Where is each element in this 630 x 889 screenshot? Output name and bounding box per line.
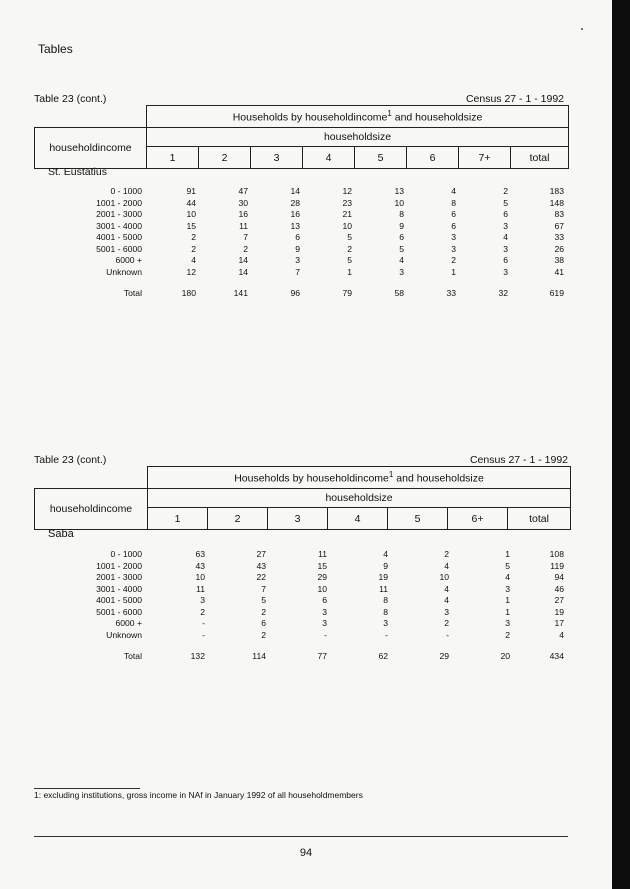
footnote-divider [34,788,140,789]
footnote-ref: 1 [388,470,394,480]
table-cell: 3 [505,618,510,628]
table-cell: 21 [342,209,352,219]
island-name: Saba [48,528,74,540]
cell-pad [564,630,568,642]
table-cell: 41 [554,266,564,277]
table-row [34,232,568,244]
table-cell: 3 [503,220,508,231]
table-cell: 19 [378,572,388,582]
table-cell: 4 [505,572,510,582]
table-cell: 38 [554,255,564,265]
table-row [34,572,568,584]
row-label: Unknown [106,629,142,640]
cell-pad [564,209,568,221]
row-label: 0 - 1000 [110,186,142,196]
table-cell: 7 [295,266,300,277]
table-cell: 33 [446,288,456,299]
table-cell: 12 [186,266,196,277]
header-spacer [35,106,147,128]
table-cell: 9 [295,243,300,254]
table-cell: 30 [238,197,248,208]
table-cell: 29 [439,651,449,662]
scan-speck [581,28,583,30]
table-row [34,607,568,619]
table-cell: 2 [191,232,196,242]
table-cell: 7 [243,232,248,242]
table-cell: 19 [554,606,564,617]
row-label: 3001 - 4000 [96,583,142,594]
table-cell: 94 [554,572,564,582]
footnote-ref: 1 [387,109,392,119]
column-header: 5 [355,147,407,169]
table-cell: 15 [186,220,196,231]
column-header: total [508,508,571,530]
table-cell: 2 [505,629,510,640]
table-cell: 2 [503,186,508,196]
table-cell: 183 [549,186,564,196]
table-cell: 6 [322,595,327,605]
table-cell: 17 [554,618,564,628]
row-label: Unknown [106,266,142,277]
cell-pad [564,572,568,584]
table-cell: 5 [261,595,266,605]
table-cell: 47 [238,186,248,196]
row-label: 1001 - 2000 [96,197,142,208]
table-cell: 13 [290,220,300,231]
table-cell: 8 [399,209,404,219]
table-cell: 3 [505,583,510,594]
table-cell: 79 [342,288,352,299]
cell-pad [564,221,568,233]
table-cell: 3 [322,618,327,628]
table-cell: 6 [295,232,300,242]
table-cell: 10 [195,572,205,582]
column-header: 1 [148,508,208,530]
table-cell: 2 [191,243,196,254]
row-label: 5001 - 6000 [96,243,142,254]
table-cell: 4 [383,549,388,559]
table-cell: 2 [261,629,266,640]
row-header: householdincome [35,489,148,530]
table-cell: 619 [549,288,564,299]
table-cell: 2 [200,606,205,617]
table-cell: 119 [550,560,564,571]
table-cell: 63 [195,549,205,559]
column-header: 2 [208,508,268,530]
table-cell: 8 [383,606,388,617]
table-cell: - [446,629,449,640]
table-cell: 43 [195,560,205,571]
table-cell: 6 [451,220,456,231]
data-table-saba [34,549,568,663]
section-label: Tables [38,42,73,56]
table-cell: 5 [503,197,508,208]
row-label: 3001 - 4000 [96,220,142,231]
table-row [34,267,568,279]
table-title: Households by householdincome$^1$ and householdsize [148,467,571,489]
table-cell: 9 [383,560,388,571]
footnote: 1: excluding institutions, gross income in NAf in January 1992 of all householdmembers [34,790,363,800]
row-label: Total [123,288,142,299]
table-cell: 3 [451,243,456,254]
table-cell: 22 [256,572,266,582]
table-header-saba [34,466,571,530]
table-row [34,209,568,221]
table-row [34,186,568,198]
table-caption-right: Census 27 - 1 - 1992 [465,93,564,105]
table-row [34,618,568,630]
table-row [34,630,568,642]
row-label: 5001 - 6000 [96,606,142,617]
table-cell: 83 [554,209,564,219]
row-label: 0 - 1000 [110,549,142,559]
table-cell: 62 [378,651,388,662]
column-header: 4 [303,147,355,169]
cell-pad [564,198,568,210]
table-cell: 1 [451,266,456,277]
table-cell: 10 [186,209,196,219]
table-cell: 6 [261,618,266,628]
table-cell: 3 [295,255,300,265]
table-cell: 77 [317,651,327,662]
table-cell: 5 [347,255,352,265]
table-cell: 4 [191,255,196,265]
row-label: 2001 - 3000 [96,572,142,582]
column-header: 6+ [448,508,508,530]
table-row [34,549,568,561]
page-bottom-rule [34,836,568,837]
row-label: 2001 - 3000 [96,209,142,219]
cell-pad [564,232,568,244]
table-cell: 108 [549,549,564,559]
table-cell: 32 [498,288,508,299]
table-row [34,595,568,607]
row-label: 4001 - 5000 [96,232,142,242]
cell-pad [564,641,568,663]
table-cell: 6 [503,209,508,219]
table-cell: 16 [238,209,248,219]
table-cell: 28 [290,197,300,208]
table-cell: 3 [322,606,327,617]
column-group-header: householdsize [147,128,569,147]
cell-pad [564,607,568,619]
table-cell: 2 [347,243,352,254]
table-cell: 6 [399,232,404,242]
table-row [34,255,568,267]
total-row [34,641,568,663]
column-header: 3 [268,508,328,530]
cell-pad [564,267,568,279]
table-header-st-eustatius [34,105,569,169]
table-cell: 2 [444,549,449,559]
row-header: householdincome [35,128,147,169]
table-cell: - [324,629,327,640]
column-group-header: householdsize [148,489,571,508]
table-cell: 11 [196,583,205,594]
table-cell: 8 [383,595,388,605]
table-cell: 10 [342,220,352,231]
table-cell: 33 [554,232,564,242]
cell-pad [564,618,568,630]
table-cell: 96 [290,288,300,299]
table-cell: 27 [554,595,564,605]
table-cell: 180 [181,288,196,299]
table-cell: 10 [439,572,449,582]
table-cell: 148 [549,197,564,208]
table-cell: 3 [503,266,508,277]
table-cell: 4 [559,629,564,640]
column-header: total [511,147,569,169]
table-cell: 11 [379,583,388,594]
table-cell: 434 [549,651,564,662]
table-cell: 11 [239,220,248,231]
table-cell: 14 [290,186,300,196]
table-cell: 3 [383,618,388,628]
table-cell: 9 [399,220,404,231]
cell-pad [564,244,568,256]
column-header: 6 [407,147,459,169]
table-cell: 10 [317,583,327,594]
column-header: 1 [147,147,199,169]
cell-pad [564,255,568,267]
table-cell: 1 [505,549,510,559]
table-title: Households by householdincome$^1$ and householdsize [147,106,569,128]
table-caption-left: Table 23 (cont.) [34,454,107,466]
table-cell: 11 [318,549,327,559]
table-cell: 5 [505,560,510,571]
table-cell: 91 [186,186,196,196]
table-row [34,584,568,596]
table-cell: 2 [444,618,449,628]
table-cell: 20 [500,651,510,662]
table-cell: 4 [503,232,508,242]
table-cell: 1 [505,606,510,617]
table-cell: 141 [233,288,248,299]
table-cell: 3 [200,595,205,605]
table-cell: - [202,618,205,628]
table-cell: 43 [256,560,266,571]
table-cell: 1 [505,595,510,605]
table-cell: 2 [261,606,266,617]
table-cell: 6 [503,255,508,265]
table-row [34,221,568,233]
table-cell: 27 [256,549,266,559]
column-header: 3 [251,147,303,169]
table-cell: 114 [252,651,266,662]
cell-pad [564,278,568,300]
table-cell: 58 [394,288,404,299]
island-name: St. Eustatius [48,166,107,178]
table-caption-left: Table 23 (cont.) [34,93,107,105]
cell-pad [564,595,568,607]
table-cell: 29 [317,572,327,582]
table-row [34,561,568,573]
cell-pad [564,561,568,573]
table-cell: 7 [261,583,266,594]
table-cell: 13 [394,186,404,196]
table-cell: 6 [451,209,456,219]
row-label: 6000 + [115,618,142,628]
table-cell: 4 [444,595,449,605]
table-cell: 14 [238,266,248,277]
table-cell: 67 [554,220,564,231]
table-cell: - [202,629,205,640]
data-table-st-eustatius [34,186,568,300]
row-label: Total [123,651,142,662]
row-label: 6000 + [115,255,142,265]
scan-border [612,0,630,889]
table-cell: 4 [399,255,404,265]
table-cell: 44 [186,197,196,208]
table-cell: 15 [317,560,327,571]
column-header: 4 [328,508,388,530]
table-cell: 8 [451,197,456,208]
row-label: 1001 - 2000 [96,560,142,571]
table-cell: 132 [190,651,205,662]
total-row [34,278,568,300]
table-cell: 3 [399,266,404,277]
table-cell: 3 [444,606,449,617]
table-cell: 2 [451,255,456,265]
table-cell: 26 [554,243,564,254]
column-header: 5 [388,508,448,530]
table-cell: 46 [554,583,564,594]
table-row [34,198,568,210]
table-cell: 2 [243,243,248,254]
table-caption-right: Census 27 - 1 - 1992 [469,454,568,466]
table-row [34,244,568,256]
table-cell: 4 [451,186,456,196]
table-cell: 4 [444,560,449,571]
cell-pad [564,549,568,561]
cell-pad [564,584,568,596]
column-header: 7+ [459,147,511,169]
column-header: 2 [199,147,251,169]
table-cell: 5 [347,232,352,242]
table-cell: 23 [342,197,352,208]
page-number: 94 [299,847,313,859]
table-cell: 3 [451,232,456,242]
row-label: 4001 - 5000 [96,595,142,605]
table-cell: 3 [503,243,508,254]
table-cell: 14 [238,255,248,265]
table-cell: 12 [342,186,352,196]
table-cell: 16 [290,209,300,219]
table-cell: 1 [347,266,352,277]
table-cell: 5 [399,243,404,254]
table-cell: 4 [444,583,449,594]
cell-pad [564,186,568,198]
table-cell: 10 [394,197,404,208]
table-cell: - [385,629,388,640]
header-spacer [35,467,148,489]
